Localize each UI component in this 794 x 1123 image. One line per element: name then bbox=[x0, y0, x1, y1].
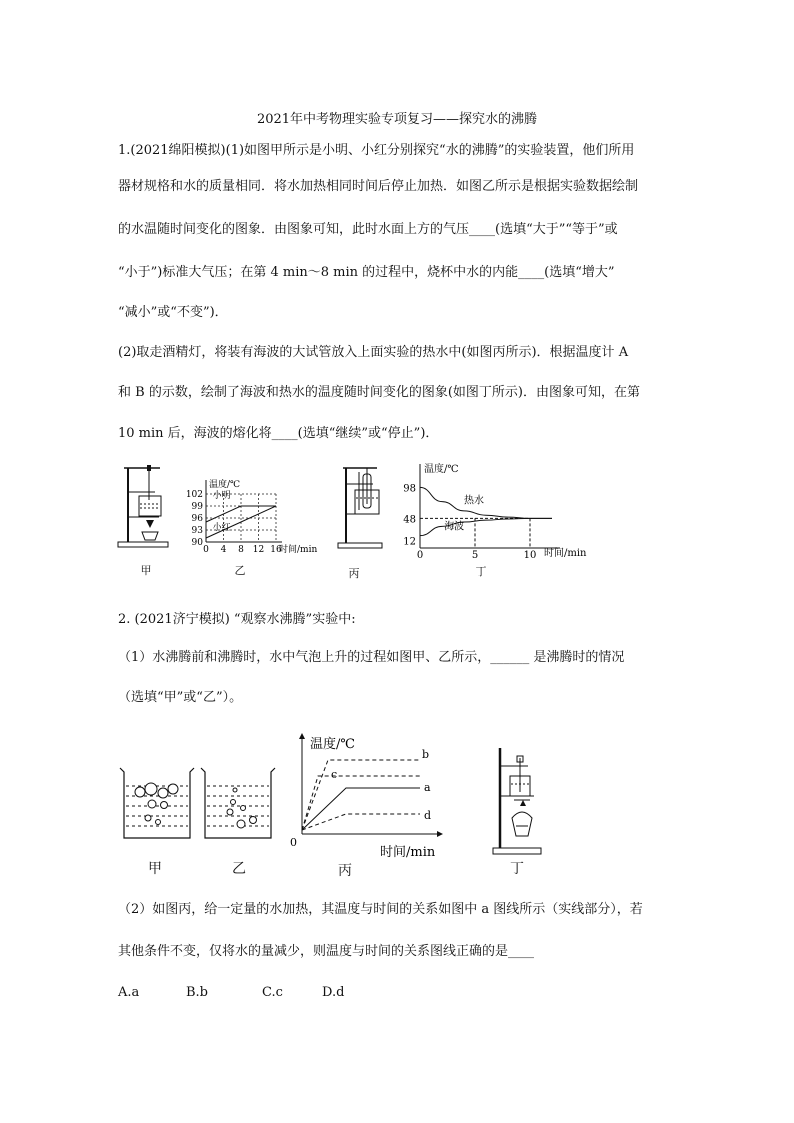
chart-ding bbox=[400, 460, 590, 560]
series-a-label: a bbox=[424, 781, 431, 794]
y-tick-label: 96 bbox=[191, 514, 203, 524]
caption-ding-2: 丁 bbox=[510, 861, 524, 877]
q2-line-5: 其他条件不变，仅将水的量减少，则温度与时间的关系图线正确的是____ bbox=[118, 944, 535, 959]
series-d-line bbox=[302, 814, 420, 830]
series-line-海波 bbox=[420, 518, 552, 535]
series-label-小红: 小红 bbox=[212, 523, 231, 533]
x-tick-label: 4 bbox=[220, 545, 227, 555]
q2-line-3: （选填“甲”或“乙”）。 bbox=[118, 690, 243, 705]
y-tick-label: 12 bbox=[403, 536, 416, 548]
x-axis-label: 时间/min bbox=[279, 545, 318, 555]
caption-jia-2: 甲 bbox=[148, 861, 162, 877]
x-tick-label: 8 bbox=[238, 545, 244, 555]
q1-line-3: 的水温随时间变化的图象．由图象可知，此时水面上方的气压____(选填“大于”“等于”或 bbox=[118, 222, 618, 237]
x-tick-label: 12 bbox=[252, 545, 265, 555]
q2-options bbox=[118, 985, 688, 1001]
caption-bing-2: 丙 bbox=[338, 863, 352, 879]
series-a-line bbox=[302, 788, 420, 830]
y-tick-label: 99 bbox=[191, 502, 203, 512]
y-axis-label: 温度/℃ bbox=[209, 480, 241, 490]
x-tick-label: 16 bbox=[270, 545, 282, 555]
series-c-line bbox=[302, 776, 420, 830]
apparatus-ding bbox=[490, 744, 546, 858]
option-b[interactable]: B.b bbox=[186, 985, 209, 1000]
x-tick-label: 10 bbox=[523, 550, 537, 560]
apparatus-bing bbox=[335, 462, 390, 550]
x-tick-label: 0 bbox=[416, 550, 424, 560]
y-tick-label: 98 bbox=[403, 483, 416, 495]
q1-line-4: “小于”)标准大气压；在第 4 min～8 min 的过程中，烧杯中水的内能____(选填“增大” bbox=[118, 265, 615, 280]
series-label-海波: 海波 bbox=[444, 521, 465, 533]
x-tick-label: 0 bbox=[203, 545, 209, 555]
series-line-热水 bbox=[420, 487, 552, 518]
y-tick-label: 90 bbox=[191, 538, 203, 548]
chart-yi bbox=[178, 478, 338, 558]
series-label-小明: 小明 bbox=[212, 491, 231, 501]
beaker-jia bbox=[118, 762, 196, 842]
apparatus-jia bbox=[115, 462, 175, 548]
series-c-label: c bbox=[331, 768, 338, 781]
chart-bing bbox=[288, 730, 448, 860]
q1-line-5: “减小”或“不变”)． bbox=[118, 305, 228, 320]
x-axis-label: 时间/min bbox=[544, 548, 587, 559]
caption-jia-1: 甲 bbox=[140, 564, 152, 577]
q1-line-1: 1.(2021绵阳模拟)(1)如图甲所示是小明、小红分别探究“水的沸腾”的实验装置，他们所用 bbox=[118, 143, 635, 158]
y-tick-label: 93 bbox=[191, 526, 203, 536]
option-a[interactable]: A.a bbox=[118, 985, 140, 1000]
series-label-热水: 热水 bbox=[464, 495, 484, 507]
series-b-line bbox=[302, 760, 420, 830]
origin-label: 0 bbox=[290, 836, 297, 849]
q2-line-4: （2）如图丙，给一定量的水加热，其温度与时间的关系如图中 a 图线所示（实线部分），若 bbox=[118, 902, 643, 917]
x-axis-label: 时间/min bbox=[380, 845, 436, 860]
y-axis-label: 温度/℃ bbox=[424, 464, 459, 475]
q2-line-1: 2. (2021济宁模拟) “观察水沸腾”实验中: bbox=[118, 612, 356, 627]
q2-line-2: （1）水沸腾前和沸腾时，水中气泡上升的过程如图甲、乙所示，______ 是沸腾时的情况 bbox=[118, 650, 625, 665]
q1-line-7: 和 B 的示数，绘制了海波和热水的温度随时间变化的图象(如图丁所示)．由图象可知，在第 bbox=[118, 385, 640, 400]
q1-line-8: 10 min 后，海波的熔化将____(选填“继续”或“停止”)． bbox=[118, 426, 439, 441]
beaker-yi bbox=[199, 762, 277, 842]
option-c[interactable]: C.c bbox=[262, 985, 283, 1000]
caption-ding-1: 丁 bbox=[475, 565, 487, 578]
series-b-label: b bbox=[422, 748, 430, 761]
y-tick-label: 102 bbox=[185, 490, 203, 500]
caption-yi-1: 乙 bbox=[234, 564, 246, 577]
q1-line-6: (2)取走酒精灯，将装有海波的大试管放入上面实验的热水中(如图丙所示)．根据温度计 A bbox=[118, 345, 629, 360]
series-d-label: d bbox=[424, 809, 432, 822]
q1-line-2: 器材规格和水的质量相同．将水加热相同时间后停止加热．如图乙所示是根据实验数据绘制 bbox=[118, 179, 639, 194]
page-title: 2021年中考物理实验专项复习——探究水的沸腾 bbox=[256, 112, 538, 127]
y-axis-label: 温度/℃ bbox=[310, 737, 355, 752]
caption-bing-1: 丙 bbox=[348, 567, 360, 580]
x-tick-label: 5 bbox=[471, 550, 479, 560]
caption-yi-2: 乙 bbox=[232, 861, 246, 877]
option-d[interactable]: D.d bbox=[322, 985, 345, 1000]
y-tick-label: 48 bbox=[403, 514, 416, 526]
